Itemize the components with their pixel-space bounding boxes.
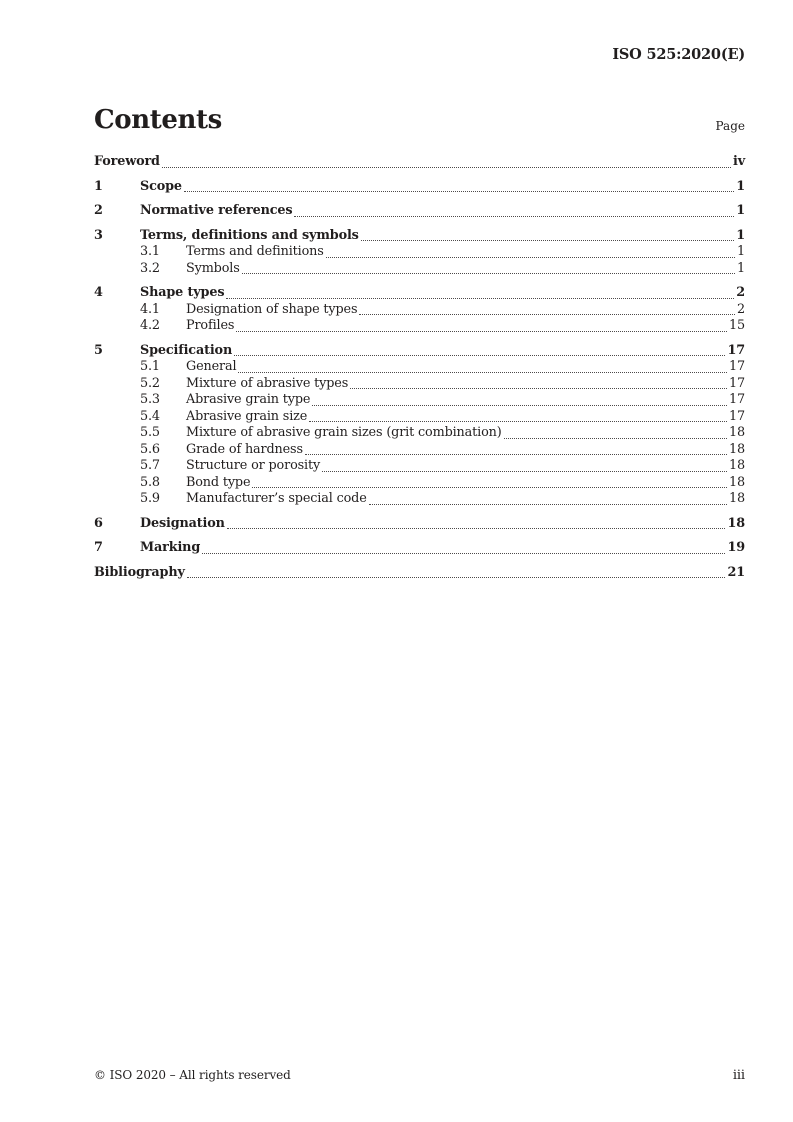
page-number: 17: [727, 342, 745, 358]
section-number: 5.7: [140, 458, 160, 473]
section-title: Normative references: [140, 203, 293, 218]
dot-leader: [305, 454, 727, 455]
dot-leader: [226, 298, 734, 299]
contents-title-row: [94, 106, 745, 134]
dot-leader: [234, 355, 725, 356]
page-number: 17: [729, 359, 745, 374]
table-of-contents: [94, 154, 745, 581]
section-title: Terms, definitions and symbols: [140, 227, 359, 243]
page-number: 21: [727, 564, 745, 580]
toc-entry-4[interactable]: [94, 285, 745, 302]
section-title: Bond type: [186, 474, 251, 490]
section-title: Symbols: [186, 260, 240, 276]
dot-leader: [359, 314, 735, 315]
dot-leader: [369, 504, 727, 505]
dot-leader: [187, 577, 726, 578]
page-number: 1: [736, 203, 745, 218]
section-title: General: [186, 359, 237, 374]
page-number: 2: [736, 285, 745, 300]
section-number: 5.4: [140, 408, 160, 424]
dot-leader: [326, 257, 735, 258]
page-number: 1: [737, 260, 745, 276]
toc-entry-5-3[interactable]: [94, 392, 745, 409]
section-number: 5.3: [140, 392, 160, 407]
page-number: 19: [727, 540, 745, 555]
contents-section: [94, 106, 745, 581]
section-number: 3: [94, 227, 103, 243]
toc-entry-2[interactable]: [94, 203, 745, 220]
section-title: Profiles: [186, 318, 235, 333]
section-title: Designation: [140, 515, 225, 531]
section-number: 4.2: [140, 318, 160, 333]
toc-entry-5-1[interactable]: [94, 359, 745, 376]
dot-leader: [252, 487, 727, 488]
toc-entry-5-5[interactable]: [94, 425, 745, 442]
section-number: 5: [94, 342, 103, 358]
section-title: Mixture of abrasive types: [186, 375, 349, 391]
contents-heading: Contents: [94, 105, 222, 135]
page-number: 18: [727, 515, 745, 531]
dot-leader: [227, 528, 726, 529]
toc-entry-4-2[interactable]: [94, 318, 745, 335]
dot-leader: [238, 372, 727, 373]
page-number: 18: [729, 458, 745, 473]
toc-entry-7[interactable]: [94, 540, 745, 557]
page-number: 1: [736, 178, 745, 194]
section-number: 3.2: [140, 260, 160, 276]
section-title: Mixture of abrasive grain sizes (grit combination): [186, 425, 502, 440]
section-number: 7: [94, 540, 103, 555]
page-number: 18: [729, 425, 745, 440]
toc-entry-5-4[interactable]: [94, 409, 745, 426]
section-number: 5.6: [140, 441, 160, 457]
toc-entry-3-1[interactable]: [94, 244, 745, 261]
section-title: Shape types: [140, 285, 225, 300]
page-number: 18: [729, 491, 745, 506]
toc-entry-5-6[interactable]: [94, 442, 745, 459]
toc-entry-5-2[interactable]: [94, 376, 745, 393]
toc-entry-5[interactable]: [94, 343, 745, 360]
toc-entry-3-2[interactable]: [94, 261, 745, 278]
page-number: 17: [729, 375, 745, 391]
toc-entry-5-9[interactable]: [94, 491, 745, 508]
dot-leader: [294, 216, 734, 217]
dot-leader: [236, 331, 727, 332]
page-number: 1: [737, 244, 745, 259]
section-number: 5.1: [140, 359, 160, 374]
section-number: 4.1: [140, 301, 160, 317]
section-title: Bibliography: [94, 564, 185, 580]
page-number: 17: [729, 392, 745, 407]
section-number: 5.5: [140, 425, 160, 440]
folio-page-number: iii: [732, 1068, 745, 1083]
dot-leader: [322, 471, 727, 472]
page-number: 2: [737, 301, 745, 317]
dot-leader: [202, 553, 725, 554]
section-title: Abrasive grain type: [186, 392, 311, 407]
toc-entry-6[interactable]: [94, 516, 745, 533]
section-number: 1: [94, 178, 103, 194]
dot-leader: [184, 191, 734, 192]
page-number: 18: [729, 474, 745, 490]
dot-leader: [361, 240, 735, 241]
section-title: Structure or porosity: [186, 458, 321, 473]
section-title: Marking: [140, 540, 201, 555]
dot-leader: [312, 405, 727, 406]
section-title: Grade of hardness: [186, 441, 303, 457]
toc-entry-bibliography[interactable]: [94, 565, 745, 582]
toc-entry-1[interactable]: [94, 179, 745, 196]
section-number: 5.8: [140, 474, 160, 490]
page-column-label: Page: [715, 119, 745, 133]
dot-leader: [350, 388, 727, 389]
section-number: 2: [94, 203, 103, 218]
toc-entry-foreword[interactable]: [94, 154, 745, 171]
document-reference: ISO 525:2020(E): [612, 46, 745, 63]
toc-entry-4-1[interactable]: [94, 302, 745, 319]
section-title: Foreword: [94, 154, 160, 169]
section-title: Terms and definitions: [186, 244, 324, 259]
section-title: Manufacturer’s special code: [186, 491, 367, 506]
section-number: 3.1: [140, 244, 160, 259]
section-title: Abrasive grain size: [186, 408, 308, 424]
dot-leader: [504, 438, 727, 439]
section-title: Designation of shape types: [186, 301, 358, 317]
page-number: 1: [736, 227, 745, 243]
section-number: 4: [94, 285, 103, 300]
dot-leader: [242, 273, 735, 274]
page-number: 17: [729, 408, 745, 424]
section-number: 5.9: [140, 491, 160, 506]
dot-leader: [309, 421, 727, 422]
toc-entry-5-7[interactable]: [94, 458, 745, 475]
page-footer: [94, 1068, 745, 1083]
copyright-notice: © ISO 2020 – All rights reserved: [94, 1068, 291, 1082]
page-number: 18: [729, 441, 745, 457]
page-number: 15: [729, 318, 745, 333]
toc-entry-3[interactable]: [94, 228, 745, 245]
section-title: Scope: [140, 178, 182, 194]
section-number: 5.2: [140, 375, 160, 391]
section-number: 6: [94, 515, 103, 531]
section-title: Specification: [140, 342, 233, 358]
page-number: iv: [733, 154, 745, 169]
toc-entry-5-8[interactable]: [94, 475, 745, 492]
dot-leader: [162, 167, 731, 168]
